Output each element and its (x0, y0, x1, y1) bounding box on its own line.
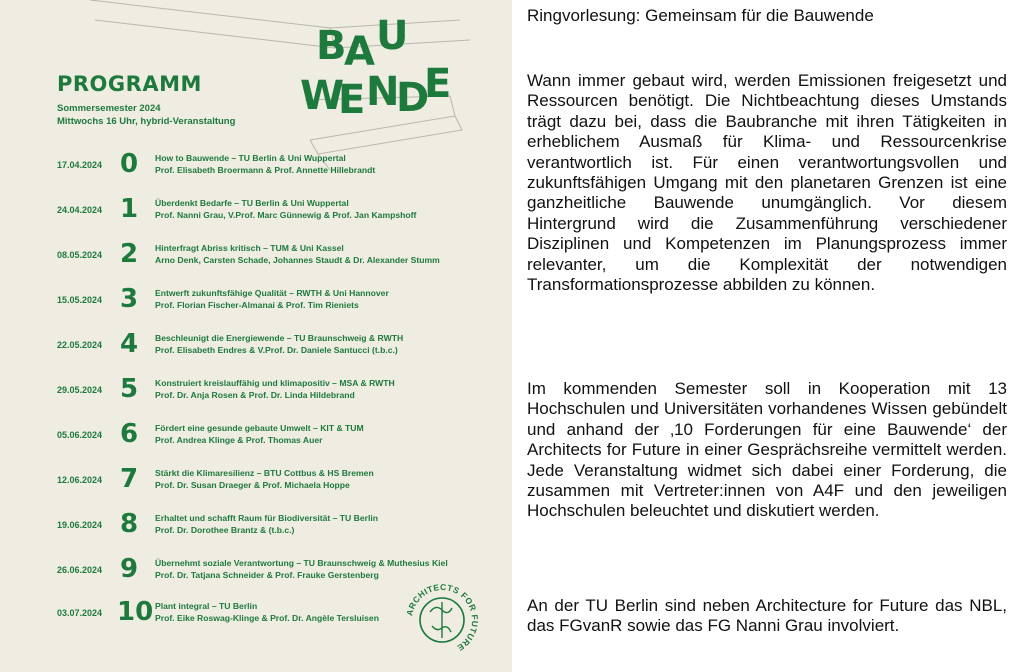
article-paragraph: Im kommenden Semester soll in Kooperation mit 13 Hochschulen und Universitäten vorhandenes Wissen gebündelt und anhand der ‚10 Forderungen für eine Bauwende‘ der Architects for Future in einer Gesprächsreihe vermittelt werden. Jede Veranstaltung widmet sich dabei einer Forderung, die zusammen mit Vertreter:innen von A4F und den jeweiligen Hochschulen beleuchtet und diskutiert werden. (527, 379, 1007, 521)
event-date: 19.06.2024 (57, 520, 103, 530)
program-title: PROGRAMM (57, 72, 202, 96)
event-row (0, 330, 512, 360)
bauwende-logo (300, 14, 460, 124)
event-row (0, 510, 512, 540)
event-date: 17.04.2024 (57, 160, 103, 170)
event-date: 29.05.2024 (57, 385, 103, 395)
event-date: 05.06.2024 (57, 430, 103, 440)
event-number: 2 (120, 239, 139, 269)
architects-for-future-logo (402, 580, 482, 660)
logo-letter: E (338, 77, 366, 123)
logo-letter: B (316, 23, 347, 69)
event-title: Beschleunigt die Energiewende – TU Braunschweig & RWTH (155, 333, 404, 343)
event-date: 15.05.2024 (57, 295, 103, 305)
article-title: Ringvorlesung: Gemeinsam für die Bauwende (527, 6, 874, 25)
event-number: 4 (120, 329, 139, 359)
event-date: 22.05.2024 (57, 340, 103, 350)
event-title: Erhaltet und schafft Raum für Biodiversität – TU Berlin (155, 513, 378, 523)
article-paragraph: An der TU Berlin sind neben Architecture for Future das NBL, das FGvanR sowie das FG Nanni Grau involviert. (527, 596, 1007, 636)
event-speakers: Arno Denk, Carsten Schade, Johannes Staudt & Dr. Alexander Stumm (155, 255, 440, 265)
logo-letter: D (396, 75, 430, 121)
event-speakers: Prof. Elisabeth Endres & V.Prof. Dr. Daniele Santucci (t.b.c.) (155, 345, 398, 355)
event-title: Stärkt die Klimaresilienz – BTU Cottbus & HS Bremen (155, 468, 374, 478)
event-number: 10 (117, 597, 154, 627)
event-speakers: Prof. Andrea Klinge & Prof. Thomas Auer (155, 435, 323, 445)
event-title: Überdenkt Bedarfe – TU Berlin & Uni Wuppertal (155, 198, 349, 208)
event-date: 12.06.2024 (57, 475, 103, 485)
event-speakers: Prof. Elisabeth Broermann & Prof. Annette Hillebrandt (155, 165, 376, 175)
event-number: 6 (120, 419, 139, 449)
event-speakers: Prof. Eike Roswag-Klinge & Prof. Dr. Angèle Tersluisen (155, 613, 379, 623)
program-semester: Sommersemester 2024 (57, 103, 161, 114)
logo-letter: W (300, 73, 345, 119)
event-title: Hinterfragt Abriss kritisch – TUM & Uni Kassel (155, 243, 344, 253)
logo-letter: N (366, 69, 400, 115)
event-date: 24.04.2024 (57, 205, 103, 215)
article-paragraph: Wann immer gebaut wird, werden Emissionen freigesetzt und Ressourcen benötigt. Die Nichtbeachtung dieses Umstands trägt dazu bei, dass die Baubranche mit ihren Tätigkeiten in erheblichem Ausmaß für Klima- und Ressourcenkrise verantwortlich ist. Für einen verantwortungsvollen und zukunftsfähigen Umgang mit den planetaren Grenzen ist eine ganzheitliche Bauwende unumgänglich. Vor diesem Hintergrund wird die Zusammenführung verschiedener Disziplinen und Kompetenzen im Planungsprozess immer relevanter, um die Komplexität der notwendigen Transformationsprozesse abbilden zu können. (527, 71, 1007, 295)
event-speakers: Prof. Nanni Grau, V.Prof. Marc Günnewig & Prof. Jan Kampshoff (155, 210, 417, 220)
svg-text:ARCHITECTS FOR FUTURE: ARCHITECTS FOR FUTURE (404, 581, 481, 654)
event-date: 03.07.2024 (57, 608, 103, 618)
event-row (0, 240, 512, 270)
event-row (0, 195, 512, 225)
event-number: 7 (120, 464, 139, 494)
event-row (0, 150, 512, 180)
event-speakers: Prof. Dr. Dorothee Brantz & (t.b.c.) (155, 525, 295, 535)
event-title: Übernehmt soziale Verantwortung – TU Braunschweig & Muthesius Kiel (155, 558, 448, 568)
event-date: 08.05.2024 (57, 250, 103, 260)
event-row (0, 465, 512, 495)
event-title: How to Bauwende – TU Berlin & Uni Wuppertal (155, 153, 346, 163)
event-speakers: Prof. Dr. Tatjana Schneider & Prof. Frauke Gerstenberg (155, 570, 379, 580)
logo-letter: A (344, 29, 375, 75)
event-row (0, 420, 512, 450)
event-speakers: Prof. Florian Fischer-Almanai & Prof. Tim Rieniets (155, 300, 359, 310)
logo-letter: E (424, 61, 452, 107)
event-number: 0 (120, 149, 139, 179)
event-number: 1 (120, 194, 139, 224)
event-row (0, 375, 512, 405)
event-number: 5 (120, 374, 139, 404)
event-speakers: Prof. Dr. Anja Rosen & Prof. Dr. Linda Hildebrand (155, 390, 355, 400)
program-schedule: Mittwochs 16 Uhr, hybrid-Veranstaltung (57, 116, 236, 127)
event-title: Konstruiert kreislauffähig und klimapositiv – MSA & RWTH (155, 378, 395, 388)
logo-letter: U (376, 13, 409, 59)
event-speakers: Prof. Dr. Susan Draeger & Prof. Michaela Hoppe (155, 480, 350, 490)
event-row (0, 285, 512, 315)
event-number: 3 (120, 284, 139, 314)
event-number: 8 (120, 509, 139, 539)
event-date: 26.06.2024 (57, 565, 103, 575)
event-title: Entwerft zukunftsfähige Qualität – RWTH & Uni Hannover (155, 288, 389, 298)
event-title: Fördert eine gesunde gebaute Umwelt – KIT & TUM (155, 423, 364, 433)
event-number: 9 (120, 554, 139, 584)
event-title: Plant integral – TU Berlin (155, 601, 258, 611)
